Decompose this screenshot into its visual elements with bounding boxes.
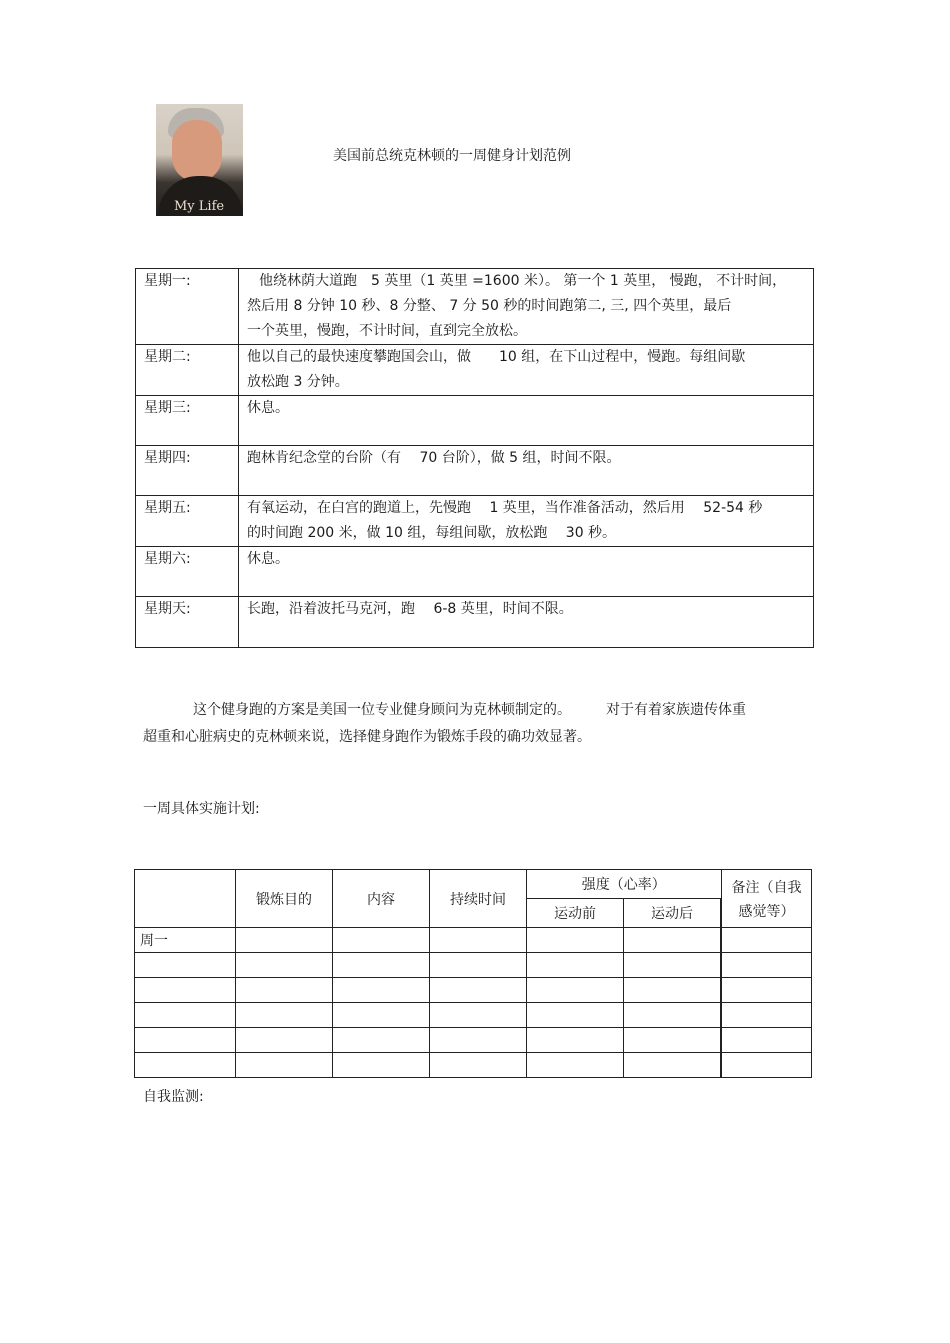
plan-line: 休息。: [247, 400, 289, 416]
table-cell: [624, 1053, 722, 1078]
table-cell: [333, 1053, 430, 1078]
table-cell: [236, 953, 333, 978]
table-row: [136, 269, 814, 345]
header-duration: 持续时间: [430, 870, 527, 928]
table-cell: [527, 953, 624, 978]
implementation-table: [134, 869, 812, 1078]
day-cell: 星期二:: [136, 345, 239, 396]
table-cell: [527, 1028, 624, 1053]
header-remarks-line: 感觉等）: [738, 903, 795, 920]
row-label: [135, 1028, 236, 1053]
day-cell: 星期天:: [136, 597, 239, 648]
paragraph-line: 超重和心脏病史的克林顿来说，选择健身跑作为锻炼手段的确功效显著。: [143, 729, 591, 745]
plan-line: 然后用 8 分钟 10 秒、8 分整、 7 分 50 秒的时间跑第二, 三, 四个英里，最后: [247, 298, 732, 314]
table-cell: [430, 928, 527, 953]
table-cell: [527, 978, 624, 1003]
plan-cell: [239, 446, 814, 496]
table-cell: [721, 1053, 812, 1078]
table-cell: [624, 928, 722, 953]
table-row: [136, 446, 814, 496]
day-cell: 星期五:: [136, 496, 239, 547]
table-cell: [236, 1003, 333, 1028]
plan-line: 放松跑 3 分钟。: [247, 374, 349, 390]
plan-line: 一个英里，慢跑，不计时间，直到完全放松。: [247, 323, 527, 339]
row-label: 周一: [135, 928, 236, 953]
book-cover-photo: [156, 104, 243, 216]
table-cell: [333, 1003, 430, 1028]
day-cell: 星期四:: [136, 446, 239, 496]
weekly-plan-table: [135, 268, 814, 648]
table-row: [136, 496, 814, 547]
table-cell: [236, 978, 333, 1003]
plan-line: 的时间跑 200 米，做 10 组，每组间歇，放松跑 30 秒。: [247, 525, 617, 541]
table-row: [135, 928, 812, 953]
self-monitoring-label: 自我监测:: [143, 1089, 204, 1105]
table-cell: [430, 1003, 527, 1028]
table-row: [136, 597, 814, 648]
header-remarks-line: 备注（自我: [731, 879, 802, 896]
plan-cell: [239, 597, 814, 648]
table-row: [135, 1053, 812, 1078]
row-label: [135, 953, 236, 978]
plan-cell: [239, 396, 814, 446]
table-cell: [624, 953, 722, 978]
row-label: [135, 1053, 236, 1078]
table-cell: [333, 953, 430, 978]
plan-line: 长跑，沿着波托马克河，跑 6-8 英里，时间不限。: [247, 601, 573, 617]
paragraph-line: 这个健身跑的方案是美国一位专业健身顾问为克林顿制定的。 对于有着家族遗传体重: [193, 702, 746, 718]
table-cell: [236, 1028, 333, 1053]
document-title: 美国前总统克林顿的一周健身计划范例: [333, 148, 571, 164]
table-row: [136, 547, 814, 597]
book-title: My Life: [174, 199, 225, 214]
table-cell: [527, 1053, 624, 1078]
table-cell: [430, 1028, 527, 1053]
table-cell: [236, 1053, 333, 1078]
table-cell: [430, 1053, 527, 1078]
table-row: [136, 345, 814, 396]
table-cell: [333, 928, 430, 953]
day-cell: 星期六:: [136, 547, 239, 597]
day-cell: 星期三:: [136, 396, 239, 446]
table-row: [135, 1003, 812, 1028]
table-cell: [430, 978, 527, 1003]
header-content: 内容: [333, 870, 430, 928]
face-shape: [172, 120, 222, 182]
table-cell: [333, 978, 430, 1003]
table-cell: [527, 1003, 624, 1028]
table-cell: [527, 928, 624, 953]
row-label: [135, 1003, 236, 1028]
table-cell: [721, 978, 812, 1003]
table-cell: [333, 1028, 430, 1053]
table-cell: [721, 1028, 812, 1053]
table-cell: [721, 1003, 812, 1028]
plan-cell: [239, 269, 814, 345]
table-cell: [721, 953, 812, 978]
table-row: [135, 978, 812, 1003]
header-cell-empty: [135, 870, 236, 928]
table-cell: [236, 928, 333, 953]
plan-cell: [239, 547, 814, 597]
plan-cell: [239, 496, 814, 547]
section-heading: 一周具体实施计划:: [143, 801, 260, 817]
plan-cell: [239, 345, 814, 396]
table-row: [136, 396, 814, 446]
table-cell: [624, 1003, 722, 1028]
table-row: [135, 953, 812, 978]
table-cell: [624, 1028, 722, 1053]
plan-line: 他以自己的最快速度攀跑国会山，做 10 组，在下山过程中，慢跑。每组间歇: [247, 349, 746, 365]
plan-line: 跑林肯纪念堂的台阶（有 70 台阶），做 5 组，时间不限。: [247, 450, 621, 466]
table-cell: [624, 978, 722, 1003]
header-remarks: [721, 870, 812, 928]
table-row: [135, 1028, 812, 1053]
description-paragraph: [143, 697, 803, 751]
header-row: [135, 870, 812, 899]
plan-line: 他绕林荫大道跑 5 英里（1 英里 =1600 米）。 第一个 1 英里， 慢跑， 不计时间，: [259, 273, 787, 289]
header-before: 运动前: [527, 899, 624, 928]
row-label: [135, 978, 236, 1003]
header-intensity: 强度（心率）: [527, 870, 722, 899]
plan-line: 有氧运动，在白宫的跑道上，先慢跑 1 英里，当作准备活动，然后用 52-54 秒: [247, 500, 763, 516]
table-cell: [721, 928, 812, 953]
day-cell: 星期一:: [136, 269, 239, 345]
plan-line: 休息。: [247, 551, 289, 567]
table-cell: [430, 953, 527, 978]
header-after: 运动后: [624, 899, 722, 928]
header-goal: 锻炼目的: [236, 870, 333, 928]
